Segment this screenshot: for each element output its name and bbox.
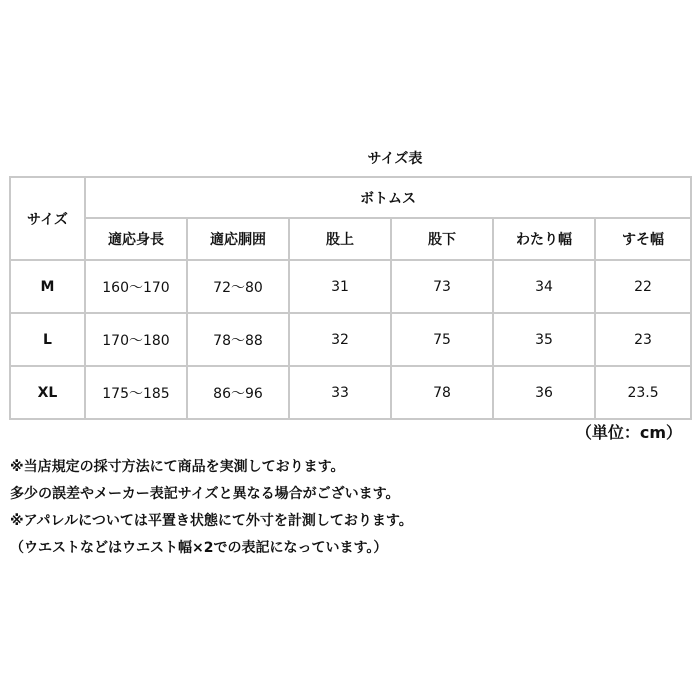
notes (10, 454, 413, 562)
table-cell: 34 (493, 260, 595, 313)
table-cell: 75 (391, 313, 493, 366)
note-line: （ウエストなどはウエスト幅×2での表記になっています。） (10, 540, 388, 556)
table-cell: 78〜88 (187, 313, 289, 366)
table-cell: 170〜180 (85, 313, 187, 366)
row-size-label: XL (10, 366, 85, 419)
table-row (10, 313, 691, 366)
table-row (10, 366, 691, 419)
size-table (9, 176, 692, 420)
table-cell: 23 (595, 313, 691, 366)
table-row (10, 260, 691, 313)
note-line: ※アパレルについては平置き状態にて外寸を計測しております。 (10, 513, 413, 529)
page-title: サイズ表 (367, 151, 423, 167)
column-header: 適応胴囲 (187, 218, 289, 260)
column-header: わたり幅 (493, 218, 595, 260)
table-cell: 32 (289, 313, 391, 366)
row-size-label: M (10, 260, 85, 313)
table-cell: 35 (493, 313, 595, 366)
size-column-header: サイズ (10, 177, 85, 260)
table-cell: 23.5 (595, 366, 691, 419)
table-cell: 175〜185 (85, 366, 187, 419)
column-header: すそ幅 (595, 218, 691, 260)
table-cell: 73 (391, 260, 493, 313)
table-cell: 36 (493, 366, 595, 419)
table-cell: 72〜80 (187, 260, 289, 313)
note-line: 多少の誤差やメーカー表記サイズと異なる場合がございます。 (10, 486, 400, 502)
unit-label: （単位：cm） (575, 423, 682, 442)
note-line: ※当店規定の採寸方法にて商品を実測しております。 (10, 459, 345, 475)
bottoms-group-header: ボトムス (85, 177, 691, 218)
table-cell: 160〜170 (85, 260, 187, 313)
column-header: 股上 (289, 218, 391, 260)
table-cell: 31 (289, 260, 391, 313)
column-header: 股下 (391, 218, 493, 260)
table-cell: 22 (595, 260, 691, 313)
table-cell: 86〜96 (187, 366, 289, 419)
column-header: 適応身長 (85, 218, 187, 260)
row-size-label: L (10, 313, 85, 366)
table-cell: 33 (289, 366, 391, 419)
table-cell: 78 (391, 366, 493, 419)
